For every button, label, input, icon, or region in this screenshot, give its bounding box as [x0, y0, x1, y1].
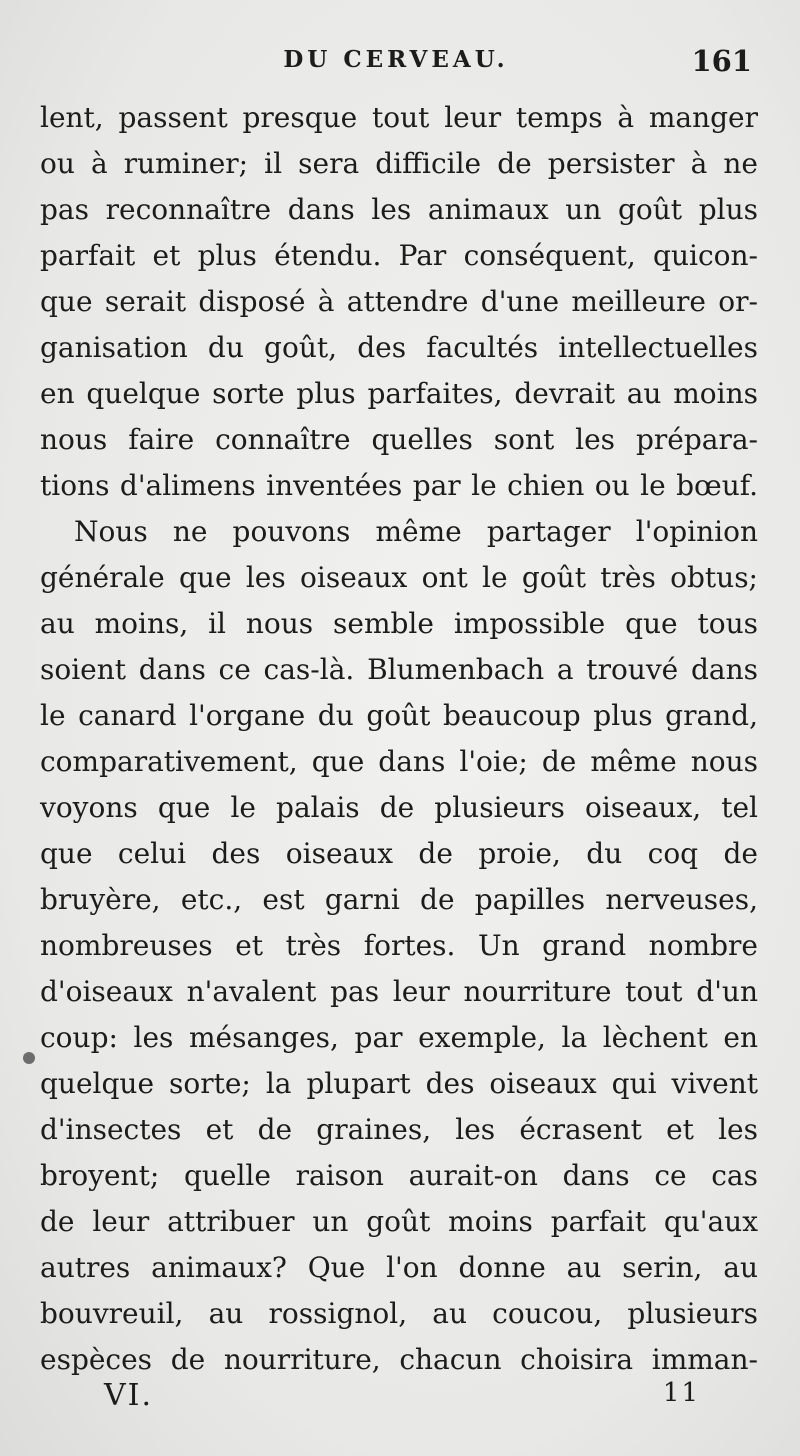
- text-line: de leur attribuer un goût moins parfait qu'aux: [40, 1205, 758, 1238]
- text-line: que celui des oiseaux de proie, du coq de: [40, 837, 758, 870]
- text-line: pas reconnaître dans les animaux un goût plus: [40, 193, 758, 226]
- text-line: que serait disposé à attendre d'une meilleure or-: [40, 285, 758, 318]
- text-line: espèces de nourriture, chacun choisira imman-: [40, 1343, 758, 1376]
- text-line: nombreuses et très fortes. Un grand nombre: [40, 929, 758, 962]
- page-footer: [64, 1378, 700, 1418]
- text-line: le canard l'organe du goût beaucoup plus grand,: [40, 699, 758, 732]
- text-line: coup: les mésanges, par exemple, la lèchent en: [40, 1021, 758, 1054]
- text-line: autres animaux? Que l'on donne au serin, au: [40, 1251, 758, 1284]
- text-line: voyons que le palais de plusieurs oiseaux, tel: [40, 791, 758, 824]
- text-line: ou à ruminer; il sera difficile de persister à ne: [40, 147, 758, 180]
- text-line: en quelque sorte plus parfaites, devrait au moins: [40, 377, 758, 410]
- text-line: générale que les oiseaux ont le goût très obtus;: [40, 561, 758, 594]
- page-header: [40, 46, 752, 86]
- text-line: parfait et plus étendu. Par conséquent, quicon-: [40, 239, 758, 272]
- text-line: nous faire connaître quelles sont les prépara-: [40, 423, 758, 456]
- text-line: bruyère, etc., est garni de papilles nerveuses,: [40, 883, 758, 916]
- ink-blot-mark: [23, 1052, 35, 1064]
- signature-mark: VI.: [104, 1378, 154, 1413]
- text-line: au moins, il nous semble impossible que tous: [40, 607, 758, 640]
- running-title: DU CERVEAU.: [283, 46, 509, 73]
- text-line: lent, passent presque tout leur temps à manger: [40, 101, 758, 134]
- page-number: 161: [691, 44, 752, 78]
- text-line: quelque sorte; la plupart des oiseaux qui vivent: [40, 1067, 758, 1100]
- paragraph-start-line: Nous ne pouvons même partager l'opinion: [74, 515, 758, 548]
- text-line: d'oiseaux n'avalent pas leur nourriture tout d'un: [40, 975, 758, 1008]
- text-line: soient dans ce cas-là. Blumenbach a trouvé dans: [40, 653, 758, 686]
- body-text: [40, 98, 758, 1386]
- text-line: d'insectes et de graines, les écrasent et les: [40, 1113, 758, 1146]
- text-line: bouvreuil, au rossignol, au coucou, plusieurs: [40, 1297, 758, 1330]
- text-line: tions d'alimens inventées par le chien ou le bœuf.: [40, 469, 758, 502]
- gathering-mark: 11: [662, 1378, 700, 1408]
- text-line: ganisation du goût, des facultés intellectuelles: [40, 331, 758, 364]
- text-line: broyent; quelle raison aurait-on dans ce cas: [40, 1159, 758, 1192]
- text-line: comparativement, que dans l'oie; de même nous: [40, 745, 758, 778]
